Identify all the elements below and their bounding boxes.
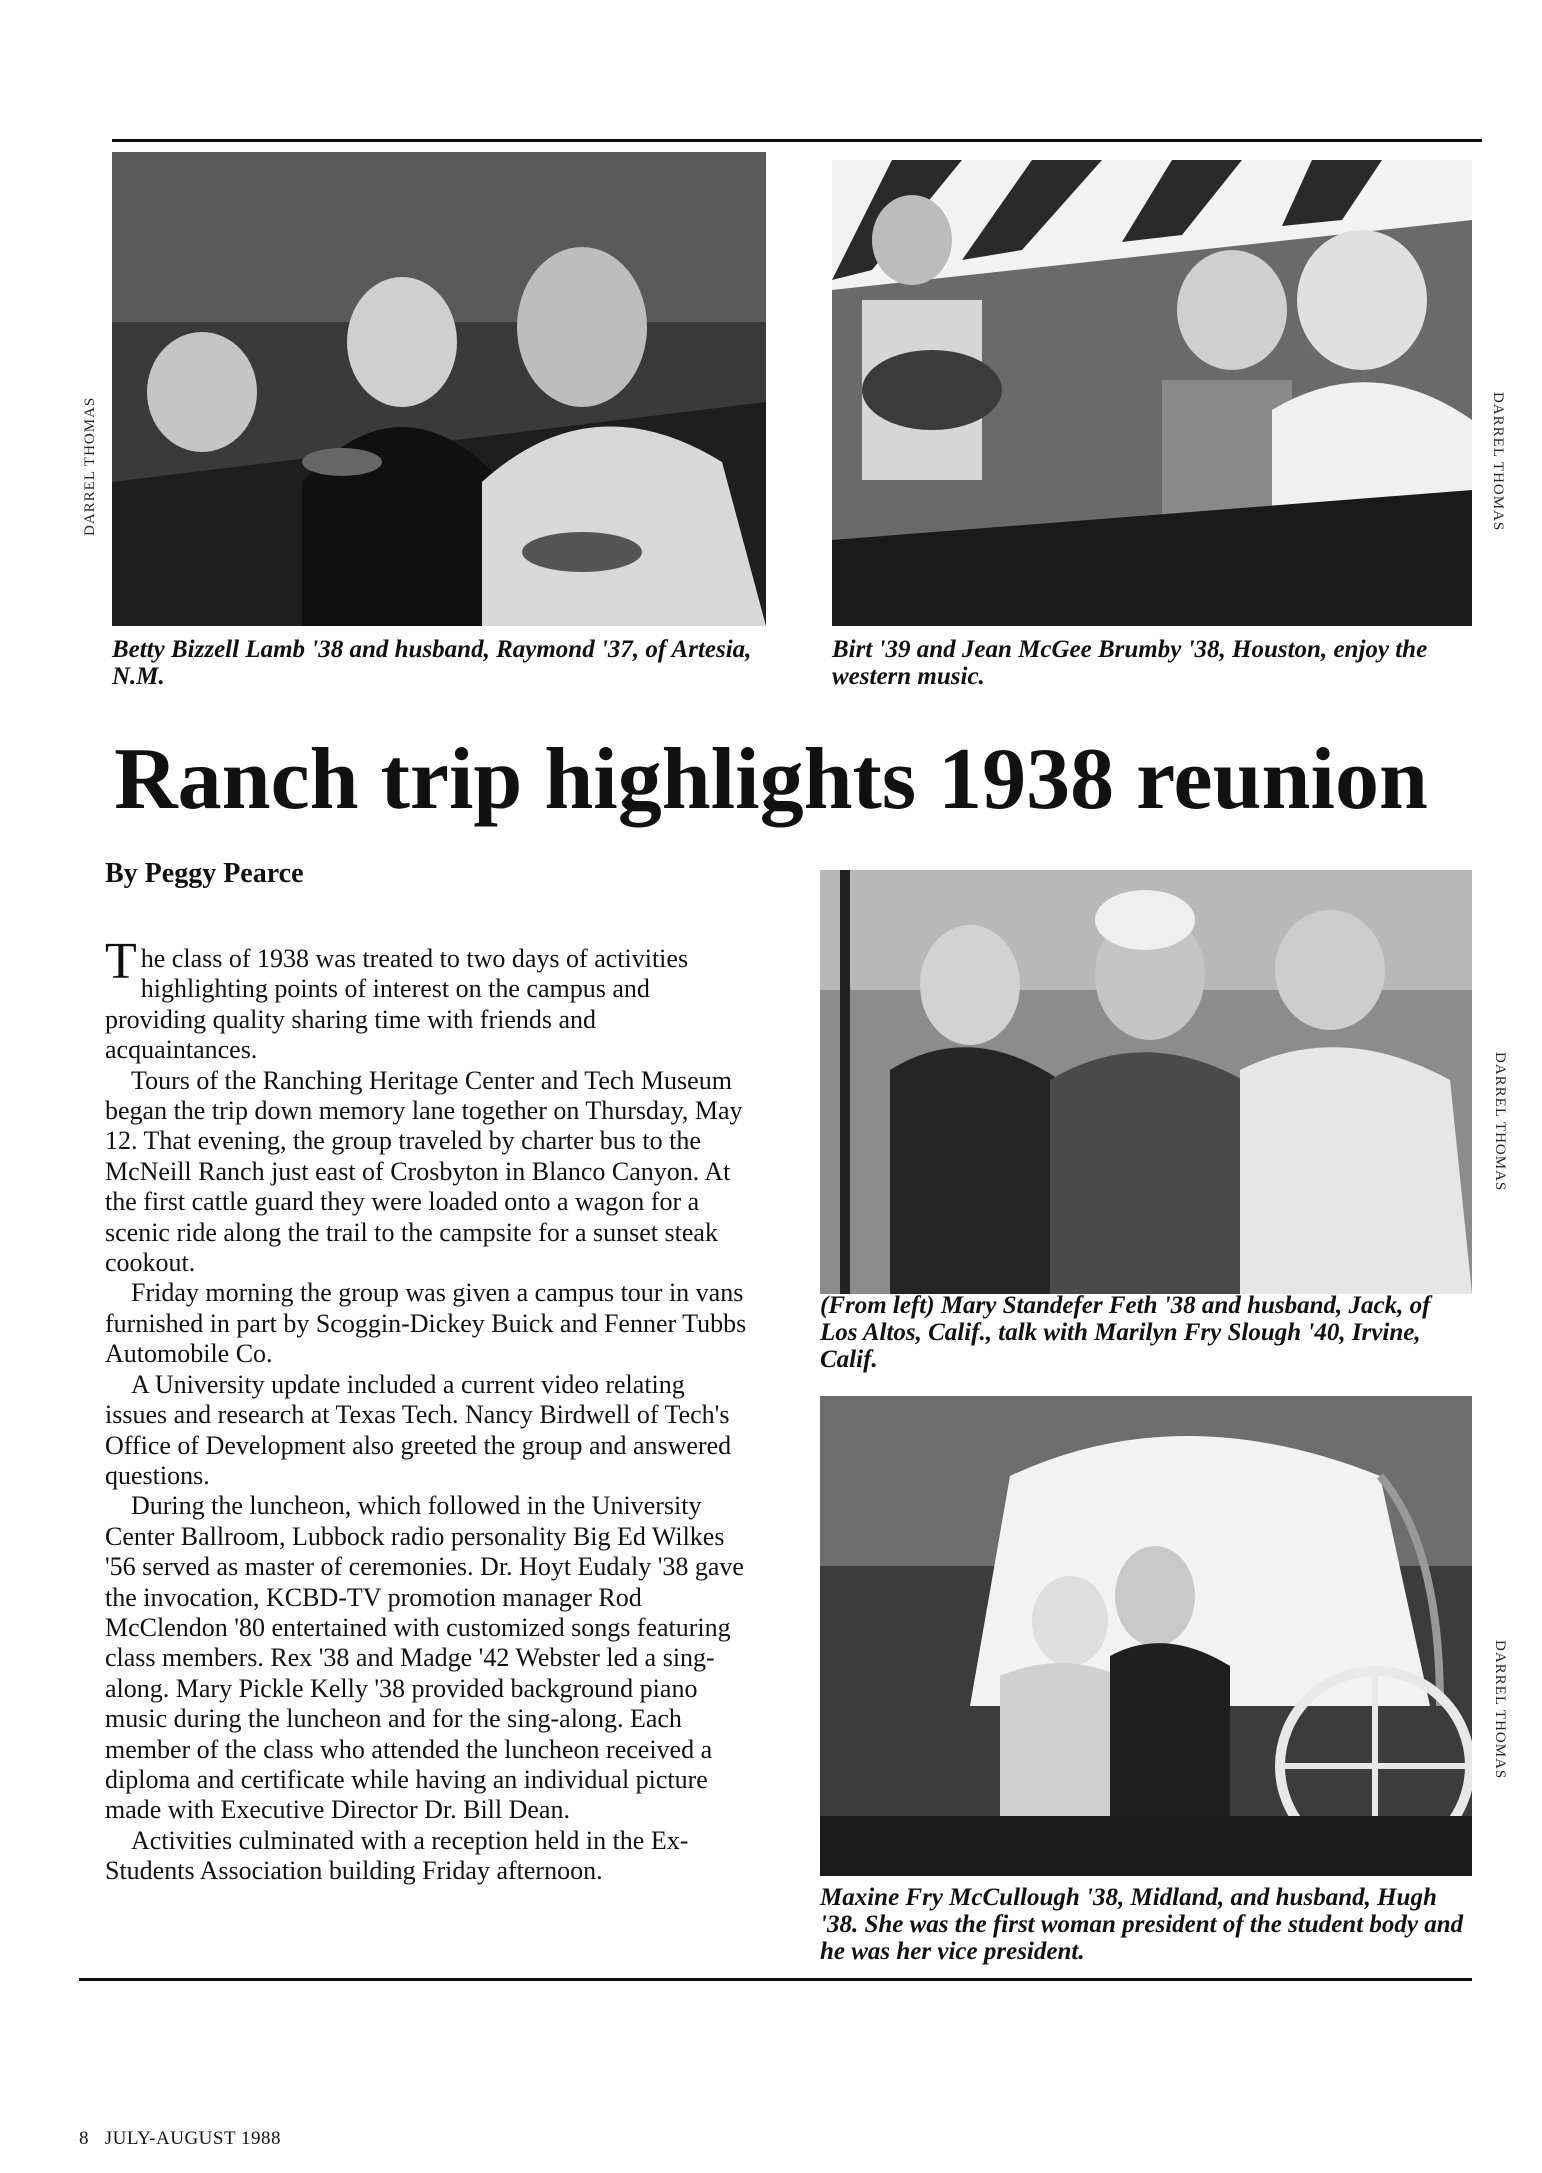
article-paragraph: During the luncheon, which followed in the University Center Ballroom, Lubbock radio personality Big Ed Wilkes '56 served as master of ceremonies. Dr. Hoyt Eudaly '38 gave the invocation, KCBD-TV promotion manager Rod McClendon '80 entertained with customized songs featuring class members. Rex '38 and Madge '42 Webster led a sing-along. Mary Pickle Kelly '38 provided background piano music during the luncheon and for the sing-along. Each member of the class who attended the luncheon received a diploma and certificate while having an individual picture made with Executive Director Dr. Bill Dean.	[105, 1491, 744, 1825]
photo-brumby-couple	[832, 160, 1472, 626]
caption-bottom-right: Maxine Fry McCullough '38, Midland, and husband, Hugh '38. She was the first woman president of the student body and he was her vice president.	[820, 1884, 1464, 1965]
bottom-rule	[79, 1978, 1472, 1981]
photo-mccullough-wagon	[820, 1396, 1472, 1876]
article-paragraph: The class of 1938 was treated to two days of activities highlighting points of interest on the campus and providing quality sharing time with friends and acquaintances.	[105, 933, 689, 1065]
photo-credit-bottom-right: DARREL THOMAS	[1492, 1640, 1508, 1780]
photo-feth-slough-group	[820, 870, 1472, 1294]
article-body	[105, 933, 753, 1887]
page-number: 8	[79, 2128, 89, 2149]
caption-top-left: Betty Bizzell Lamb '38 and husband, Raymond '37, of Artesia, N.M.	[112, 636, 752, 690]
photo-lamb-couple	[112, 152, 766, 626]
article-paragraph: Tours of the Ranching Heritage Center and Tech Museum began the trip down memory lane together on Thursday, May 12. That evening, the group traveled by charter bus to the McNeill Ranch just east of Crosbyton in Blanco Canyon. At the first cattle guard they were loaded onto a wagon for a scenic ride along the trail to the campsite for a sunset steak cookout.	[105, 1065, 743, 1278]
byline: By Peggy Pearce	[105, 858, 304, 889]
drop-cap: T	[105, 933, 137, 990]
article-paragraph: A University update included a current video relating issues and research at Texas Tech. Nancy Birdwell of Tech's Office of Development also greeted the group and answered questions.	[105, 1369, 732, 1490]
headline: Ranch trip highlights 1938 reunion	[114, 731, 1428, 828]
page-footer	[79, 2128, 281, 2150]
caption-top-right: Birt '39 and Jean McGee Brumby '38, Houston, enjoy the western music.	[832, 636, 1428, 690]
issue-date: JULY-AUGUST 1988	[104, 2128, 281, 2149]
article-paragraph: Friday morning the group was given a campus tour in vans furnished in part by Scoggin-Dickey Buick and Fenner Tubbs Automobile Co.	[105, 1278, 747, 1369]
photo-credit-middle-right: DARREL THOMAS	[1492, 1052, 1508, 1192]
photo-credit-top-right: DARREL THOMAS	[1490, 392, 1506, 532]
article-paragraph: Activities culminated with a reception held in the Ex-Students Association building Friday afternoon.	[105, 1825, 689, 1886]
caption-middle-right: (From left) Mary Standefer Feth '38 and husband, Jack, of Los Altos, Calif., talk with Marilyn Fry Slough '40, Irvine, Calif.	[820, 1292, 1431, 1373]
photo-credit-top-left: DARREL THOMAS	[82, 396, 98, 536]
top-rule	[112, 139, 1482, 142]
